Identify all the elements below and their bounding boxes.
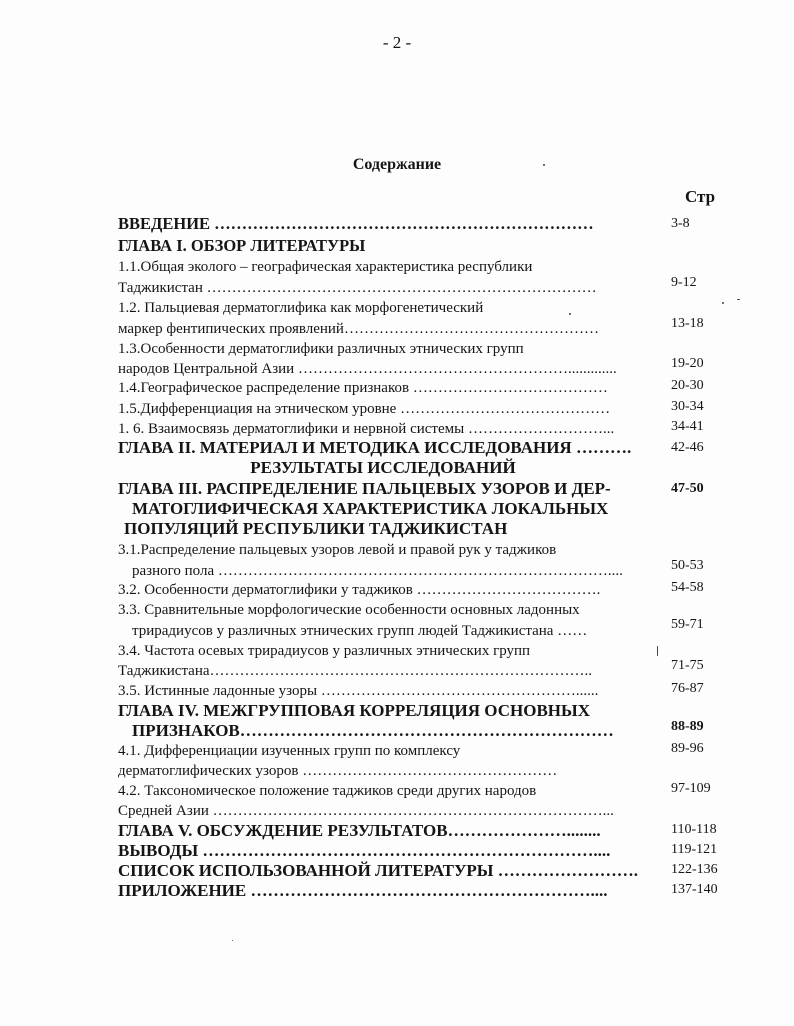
- toc-entry-chapter-3-cont-1: МАТОГЛИФИЧЕСКАЯ ХАРАКТЕРИСТИКА ЛОКАЛЬНЫХ: [132, 499, 609, 518]
- toc-page-4-2: 97-109: [671, 781, 711, 796]
- toc-entry-chapter-3-cont-2: ПОПУЛЯЦИЙ РЕСПУБЛИКИ ТАДЖИКИСТАН: [124, 519, 508, 538]
- scan-speck: [722, 302, 724, 304]
- toc-page-1-3: 19-20: [671, 356, 704, 371]
- toc-title: Содержание: [352, 156, 442, 173]
- toc-entry-chapter-4[interactable]: ГЛАВА IV. МЕЖГРУППОВАЯ КОРРЕЛЯЦИЯ ОСНОВНЫХ: [118, 701, 590, 720]
- scan-speck: [232, 940, 233, 941]
- toc-entry-4-1[interactable]: 4.1. Дифференциации изученных групп по комплексу: [118, 743, 461, 759]
- toc-entry-1-3-cont: народов Центральной Азии ……………………………………………….............: [118, 361, 617, 377]
- toc-entry-4-2-cont: Средней Азии ……………………………………………………………………...: [118, 803, 614, 819]
- toc-page-3-4: 71-75: [671, 658, 704, 673]
- toc-entry-conclusions[interactable]: ВЫВОДЫ ……………………………………………………………....: [118, 841, 611, 860]
- toc-page-introduction: 3-8: [671, 216, 690, 231]
- page-number: - 2 -: [382, 33, 412, 52]
- scan-speck: [657, 646, 658, 656]
- toc-page-appendix: 137-140: [671, 882, 718, 897]
- toc-page-3-3: 59-71: [671, 617, 704, 632]
- toc-entry-3-4-cont: Таджикистана…………………………………………………………………..: [118, 663, 593, 679]
- toc-page-3-5: 76-87: [671, 681, 704, 696]
- toc-entry-references[interactable]: СПИСОК ИСПОЛЬЗОВАННОЙ ЛИТЕРАТУРЫ …………………….: [118, 861, 638, 880]
- toc-entry-results[interactable]: РЕЗУЛЬТАТЫ ИССЛЕДОВАНИЙ: [250, 458, 516, 477]
- toc-page-1-4: 20-30: [671, 378, 704, 393]
- toc-entry-chapter-1[interactable]: ГЛАВА I. ОБЗОР ЛИТЕРАТУРЫ: [118, 236, 366, 255]
- toc-entry-1-6[interactable]: 1. 6. Взаимосвязь дерматоглифики и нервной системы ………………………...: [118, 421, 615, 437]
- toc-entry-1-1[interactable]: 1.1.Общая эколого – географическая характеристика республики: [118, 259, 533, 275]
- scan-speck: [737, 299, 740, 300]
- toc-entry-3-1-cont: разного пола ……………………………………………………………………....: [132, 563, 623, 579]
- toc-entry-chapter-5[interactable]: ГЛАВА V. ОБСУЖДЕНИЕ РЕЗУЛЬТАТОВ…………………........: [118, 821, 601, 840]
- toc-entry-chapter-3[interactable]: ГЛАВА III. РАСПРЕДЕЛЕНИЕ ПАЛЬЦЕВЫХ УЗОРОВ И ДЕР-: [118, 479, 611, 498]
- page-column-header: Стр: [685, 187, 716, 206]
- toc-entry-1-3[interactable]: 1.3.Особенности дерматоглифики различных этнических групп: [118, 341, 524, 357]
- toc-page-chapter-4: 88-89: [671, 719, 704, 734]
- toc-page-4-1: 89-96: [671, 741, 704, 756]
- toc-entry-chapter-4-cont: ПРИЗНАКОВ…………………………………………………………: [132, 721, 614, 740]
- toc-entry-3-3[interactable]: 3.3. Сравнительные морфологические особенности основных ладонных: [118, 602, 580, 618]
- toc-entry-1-2-cont: маркер фентипических проявлений……………………………………………: [118, 321, 599, 337]
- scan-speck: [569, 313, 571, 315]
- toc-entry-4-1-cont: дерматоглифических узоров ……………………………………………: [118, 763, 558, 779]
- toc-entry-1-4[interactable]: 1.4.Географическое распределение признаков …………………………………: [118, 380, 608, 396]
- toc-entry-1-1-cont: Таджикистан ……………………………………………………………………: [118, 280, 597, 296]
- toc-entry-3-2[interactable]: 3.2. Особенности дерматоглифики у таджиков ……………………………….: [118, 582, 601, 598]
- toc-page-1-1: 9-12: [671, 275, 697, 290]
- toc-entry-3-5[interactable]: 3.5. Истинные ладонные узоры ……………………………………………......: [118, 683, 599, 699]
- scan-speck: [543, 164, 545, 166]
- toc-page-chapter-3: 47-50: [671, 481, 704, 496]
- toc-page-conclusions: 119-121: [671, 842, 718, 857]
- toc-page-chapter-2: 42-46: [671, 440, 704, 455]
- toc-page-references: 122-136: [671, 862, 718, 877]
- toc-page-chapter-5: 110-118: [671, 822, 717, 837]
- toc-entry-3-3-cont: трирадиусов у различных этнических групп людей Таджикистана ……: [132, 623, 588, 639]
- toc-entry-appendix[interactable]: ПРИЛОЖЕНИЕ ……………………………………………………....: [118, 881, 608, 900]
- toc-entry-introduction[interactable]: ВВЕДЕНИЕ ……………………………………………………………: [118, 214, 594, 233]
- toc-entry-3-1[interactable]: 3.1.Распределение пальцевых узоров левой и правой рук у таджиков: [118, 542, 557, 558]
- toc-entry-3-4[interactable]: 3.4. Частота осевых трирадиусов у различных этнических групп: [118, 643, 531, 659]
- toc-page-1-2: 13-18: [671, 316, 704, 331]
- toc-page-3-1: 50-53: [671, 558, 704, 573]
- toc-page-1-6: 34-41: [671, 419, 704, 434]
- toc-page-1-5: 30-34: [671, 399, 704, 414]
- toc-page-3-2: 54-58: [671, 580, 704, 595]
- toc-entry-chapter-2[interactable]: ГЛАВА II. МАТЕРИАЛ И МЕТОДИКА ИССЛЕДОВАНИЯ ……….: [118, 438, 632, 457]
- toc-entry-1-2[interactable]: 1.2. Пальциевая дерматоглифика как морфогенетический: [118, 300, 484, 316]
- toc-entry-4-2[interactable]: 4.2. Таксономическое положение таджиков среди других народов: [118, 783, 537, 799]
- toc-entry-1-5[interactable]: 1.5.Дифференциация на этническом уровне ……………………………………: [118, 401, 611, 417]
